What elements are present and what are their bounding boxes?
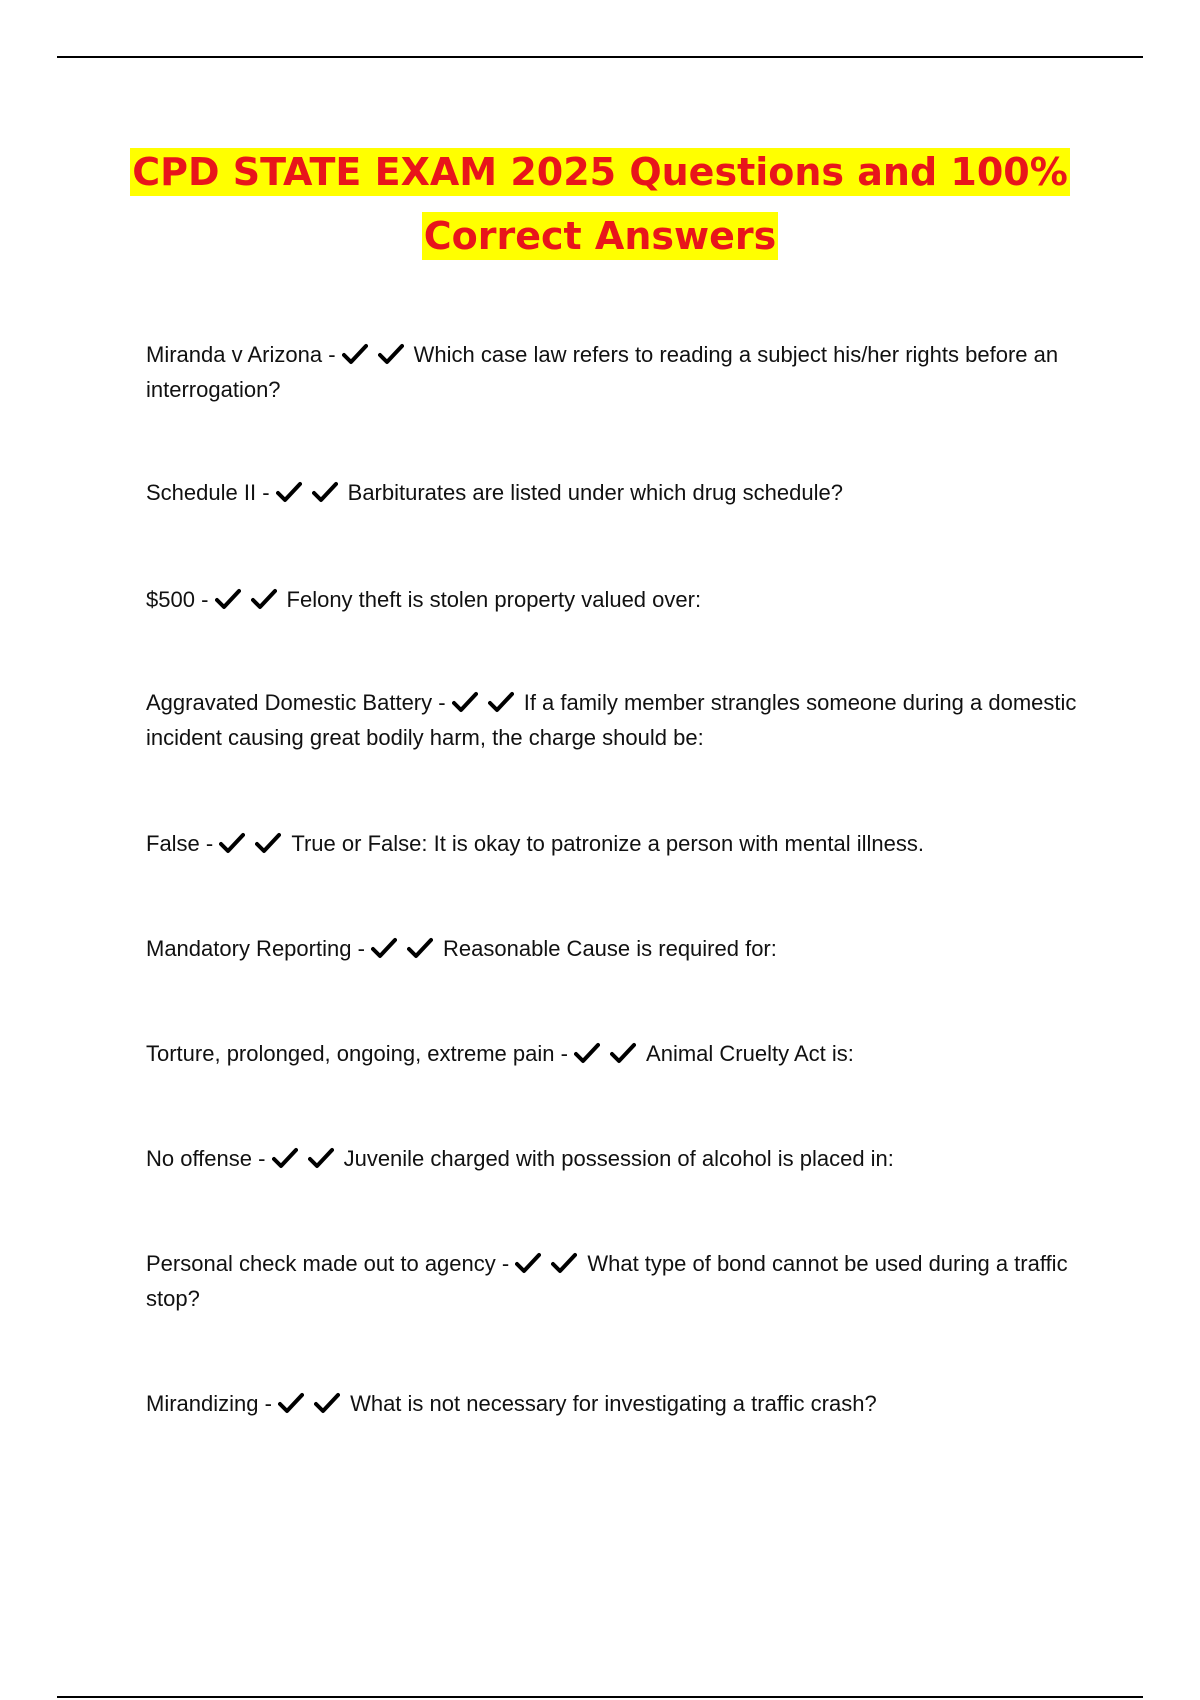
check-icon (215, 588, 241, 610)
answer-text: No offense (146, 1146, 253, 1171)
check-icon (219, 832, 245, 854)
check-icon (312, 481, 338, 503)
title-line-1: CPD STATE EXAM 2025 Questions and 100% (132, 150, 1068, 194)
answer-text: Mandatory Reporting (146, 936, 352, 961)
question-text: If a family member strangles someone during a domestic incident causing great bodily harm, the charge should be: (146, 690, 1077, 750)
separator: - (554, 1041, 575, 1066)
qa-item (146, 1246, 1086, 1316)
separator: - (256, 480, 276, 505)
question-text: Which case law refers to reading a subject his/her rights before an interrogation? (146, 342, 1059, 402)
answer-text: Miranda v Arizona (146, 342, 323, 367)
check-icon (276, 481, 302, 503)
separator: - (194, 587, 215, 612)
check-icon (407, 937, 433, 959)
question-text: Reasonable Cause is required for: (443, 936, 777, 961)
qa-item (146, 1141, 1086, 1176)
separator: - (432, 690, 452, 715)
top-rule (57, 56, 1143, 58)
answer-text: $500 (146, 587, 195, 612)
document-title (0, 140, 1200, 268)
question-text: Juvenile charged with possession of alcohol is placed in: (343, 1146, 894, 1171)
title-line-2: Correct Answers (423, 214, 777, 258)
separator: - (258, 1391, 279, 1416)
separator: - (199, 831, 220, 856)
check-icon (342, 343, 368, 365)
check-icon (278, 1392, 304, 1414)
answer-text: False (146, 831, 200, 856)
question-text: Barbiturates are listed under which drug schedule? (347, 480, 843, 505)
check-icon (251, 588, 277, 610)
check-icon (488, 691, 514, 713)
question-text: True or False: It is okay to patronize a person with mental illness. (291, 831, 924, 856)
check-icon (515, 1252, 541, 1274)
qa-item (146, 685, 1086, 755)
separator: - (351, 936, 372, 961)
question-text: Animal Cruelty Act is: (646, 1041, 854, 1066)
qa-item (146, 931, 1086, 966)
bottom-rule (57, 1696, 1143, 1698)
check-icon (272, 1147, 298, 1169)
qa-item (146, 337, 1086, 407)
question-text: Felony theft is stolen property valued over: (286, 587, 702, 612)
check-icon (371, 937, 397, 959)
answer-text: Aggravated Domestic Battery (146, 690, 433, 715)
answer-text: Personal check made out to agency (146, 1251, 496, 1276)
qa-item (146, 582, 1086, 617)
check-icon (378, 343, 404, 365)
question-text: What type of bond cannot be used during a traffic stop? (146, 1251, 1068, 1311)
check-icon (574, 1042, 600, 1064)
qa-item (146, 826, 1086, 861)
check-icon (308, 1147, 334, 1169)
separator: - (495, 1251, 516, 1276)
answer-text: Schedule II (146, 480, 257, 505)
check-icon (255, 832, 281, 854)
check-icon (551, 1252, 577, 1274)
qa-item (146, 1036, 1086, 1071)
question-text: What is not necessary for investigating a traffic crash? (350, 1391, 877, 1416)
answer-text: Torture, prolonged, ongoing, extreme pain (146, 1041, 555, 1066)
qa-item (146, 475, 1086, 510)
check-icon (610, 1042, 636, 1064)
separator: - (252, 1146, 272, 1171)
separator: - (322, 342, 342, 367)
qa-item (146, 1386, 1086, 1421)
check-icon (452, 691, 478, 713)
answer-text: Mirandizing (146, 1391, 259, 1416)
check-icon (314, 1392, 340, 1414)
